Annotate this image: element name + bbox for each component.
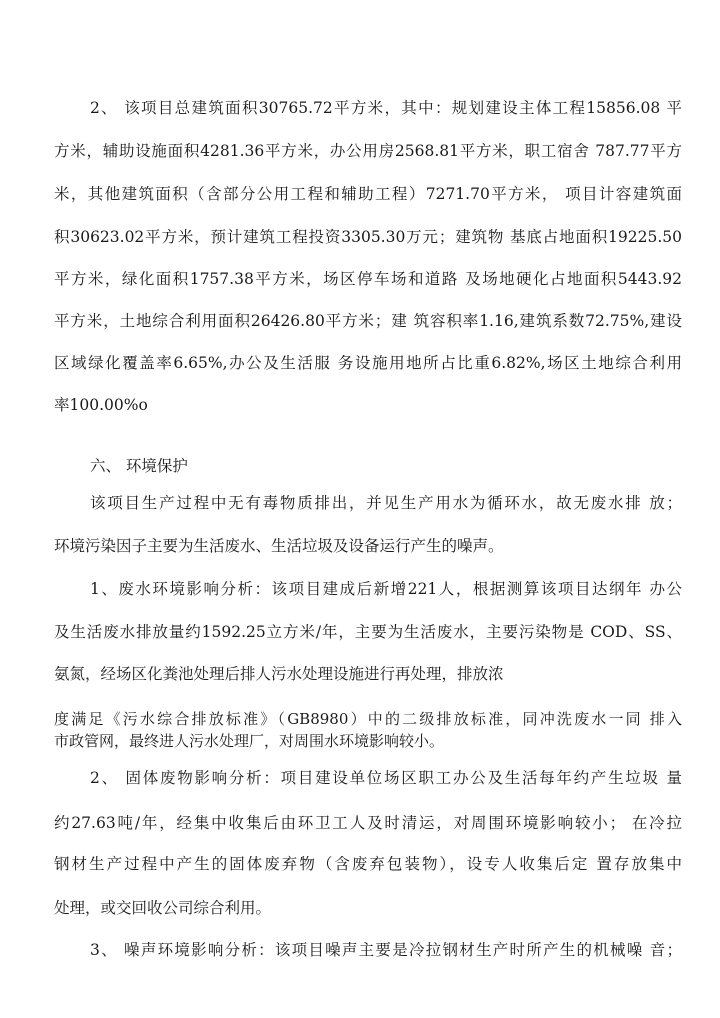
text-line: 方米，辅助设施面积4281.36平方米，办公用房2568.81平方米，职工宿舍 787.77平方 [54,142,682,160]
text-line: 平方米，土地综合利用面积26426.80平方米；建 筑容积率1.16,建筑系数72.75%,建设 [54,312,682,330]
text-line: 环境污染因子主要为生活废水、生活垃圾及设备运行产生的噪声。 [54,537,504,555]
text-line: 积30623.02平方米，预计建筑工程投资3305.30万元；建筑物 基底占地面积19225.50 [54,228,682,246]
section-heading-environment: 六、 环境保护 [90,457,188,475]
text-line: 度满足《污水综合排放标准》（GB8980）中的二级排放标准，同冲洗废水一同 排入 [54,710,682,728]
text-line: 约27.63吨/年，经集中收集后由环卫工人及时清运，对周围环境影响较小； 在冷拉 [54,814,682,832]
text-line: 3、 噪声环境影响分析：该项目噪声主要是冷拉钢材生产时所产生的机械噪 音； [90,941,682,959]
text-line: 平方米，绿化面积1757.38平方米，场区停车场和道路 及场地硬化占地面积5443.92 [54,270,682,288]
text-line: 1、废水环境影响分析：该项目建成后新增221人，根据测算该项目达纲年 办公 [90,580,682,598]
text-line: 2、 固体废物影响分析：项目建设单位场区职工办公及生活每年约产生垃圾 量 [90,769,682,787]
text-line: 氨氮，经场区化粪池处理后排人污水处理设施进行再处理，排放浓 [54,665,504,683]
text-line: 钢材生产过程中产生的固体废弃物（含废弃包装物），设专人收集后定 置存放集中 [54,855,682,873]
text-line: 该项目生产过程中无有毒物质排出，并见生产用水为循环水，故无废水排 放； [90,494,682,512]
text-line: 米，其他建筑面积（含部分公用工程和辅助工程）7271.70平方米， 项目计容建筑面 [54,185,682,203]
text-line: 处理，或交回收公司综合利用。 [54,899,272,917]
text-line: 市政管网，最终进人污水处理厂，对周围水环境影响较小。 [54,732,445,750]
text-line: 及生活废水排放量约1592.25立方米/年，主要为生活废水，主要污染物是 COD、SS、 [54,623,682,641]
text-line: 区域绿化覆盖率6.65%,办公及生活服 务设施用地所占比重6.82%,场区土地综合利用 [54,354,682,372]
text-line: 2、 该项目总建筑面积30765.72平方米，其中：规划建设主体工程15856.08 平 [90,99,682,117]
text-line: 率100.00%o [54,396,148,414]
